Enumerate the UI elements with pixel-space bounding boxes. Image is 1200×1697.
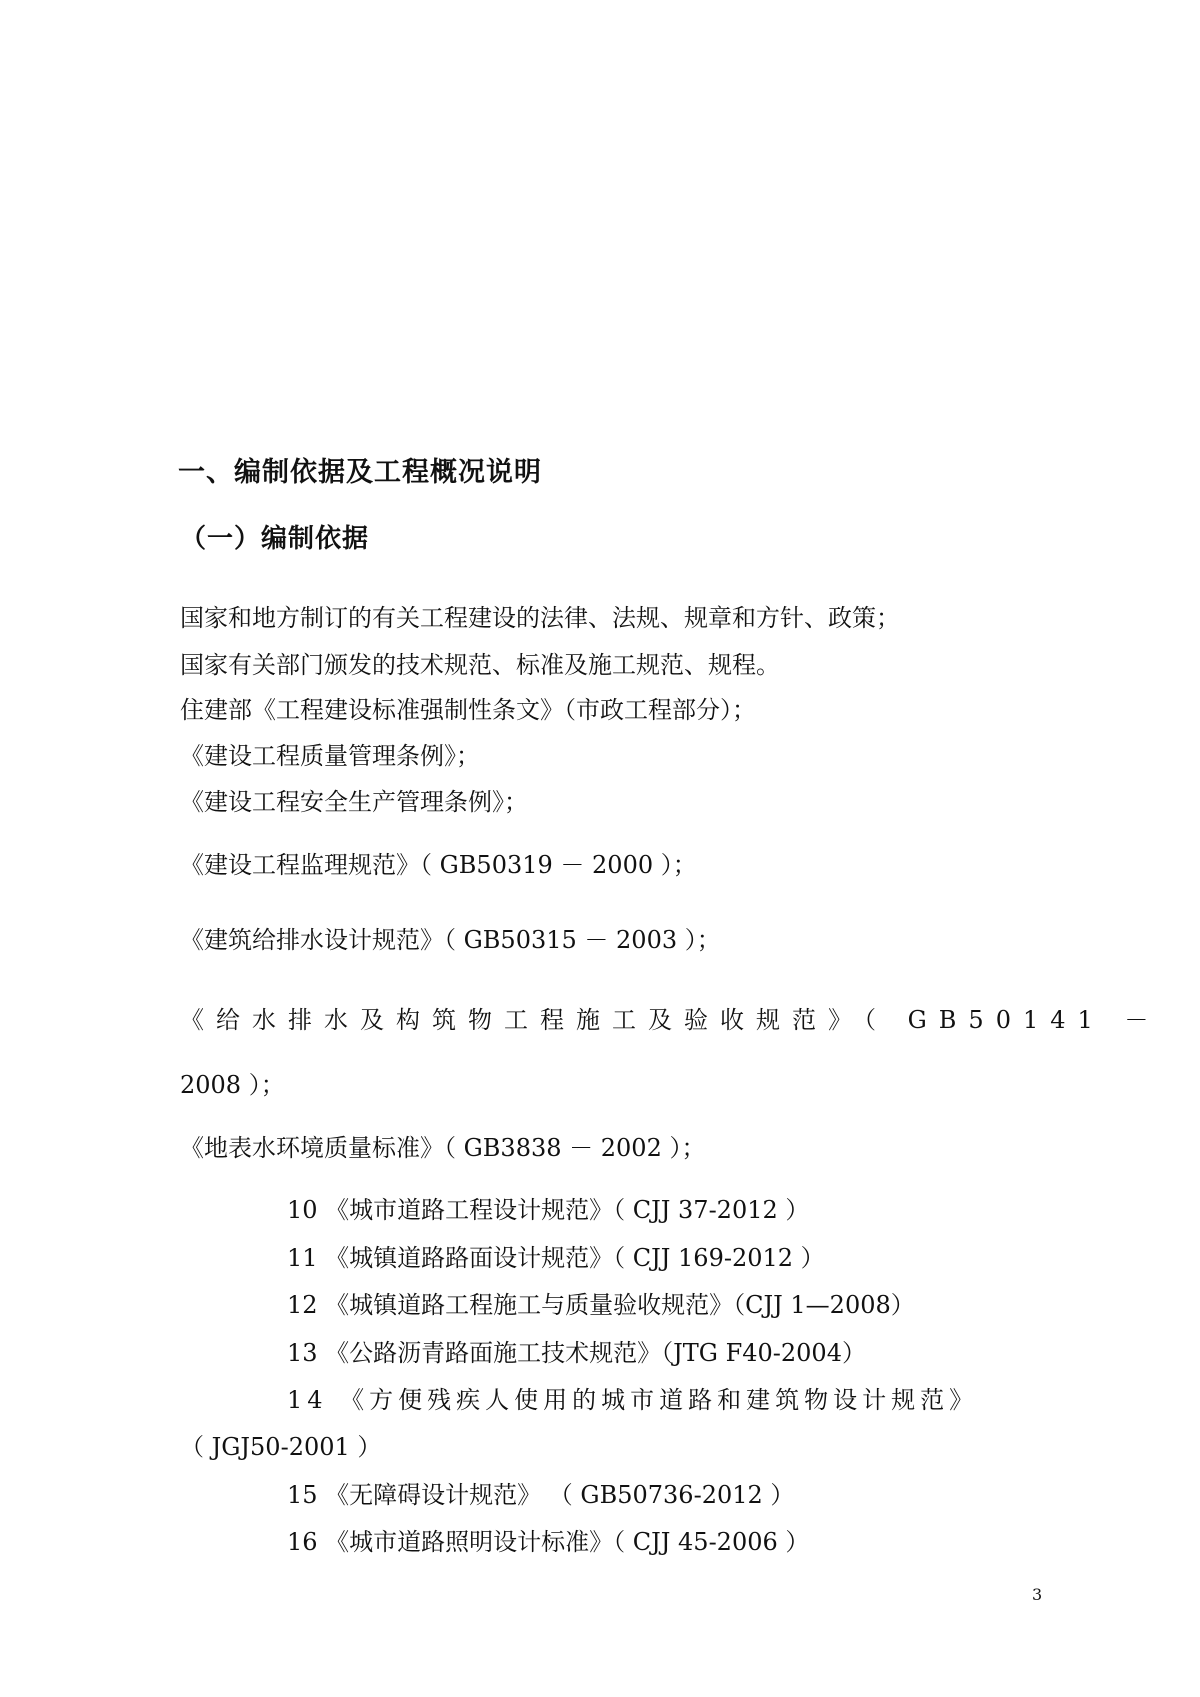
- standard-list-item: 11 《城镇道路路面设计规范》（ CJJ 169-2012 ）: [287, 1244, 825, 1272]
- standard-list-item: 12 《城镇道路工程施工与质量验收规范》（CJJ 1—2008）: [287, 1291, 915, 1319]
- standard-list-item: 13 《公路沥青路面施工技术规范》（JTG F40-2004）: [287, 1339, 866, 1367]
- standard-list-item: 16 《城市道路照明设计标准》（ CJJ 45-2006 ）: [287, 1528, 810, 1556]
- paragraph-line: 国家有关部门颁发的技术规范、标准及施工规范、规程。: [180, 651, 780, 679]
- paragraph-line: 住建部《工程建设标准强制性条文》（市政工程部分）；: [180, 696, 756, 724]
- standard-list-item: 15 《无障碍设计规范》 （ GB50736-2012 ）: [287, 1481, 795, 1509]
- subsection-heading: （一）编制依据: [180, 524, 370, 554]
- page-number: 3: [1032, 1585, 1043, 1604]
- paragraph-line: 《建设工程安全生产管理条例》；: [180, 788, 528, 816]
- paragraph-line: 《建筑给排水设计规范》（ GB50315 － 2003 ）；: [180, 926, 721, 954]
- standard-list-item: 10 《城市道路工程设计规范》（ CJJ 37-2012 ）: [287, 1196, 810, 1224]
- paragraph-line: 《建设工程质量管理条例》；: [180, 742, 480, 770]
- paragraph-line: 《建设工程监理规范》（ GB50319 － 2000 ）；: [180, 851, 697, 879]
- paragraph-line: 《给水排水及构筑物工程施工及验收规范》（ GB50141 －: [180, 1006, 1161, 1034]
- paragraph-line: 《地表水环境质量标准》（ GB3838 － 2002 ）；: [180, 1134, 706, 1162]
- standard-list-item: （ JGJ50-2001 ）: [180, 1433, 382, 1461]
- paragraph-line: 国家和地方制订的有关工程建设的法律、法规、规章和方针、政策；: [180, 604, 900, 632]
- standard-list-item: 14 《方便残疾人使用的城市道路和建筑物设计规范》: [287, 1386, 979, 1414]
- section-heading: 一、编制依据及工程概况说明: [178, 457, 542, 488]
- paragraph-line: 2008 ）；: [180, 1071, 285, 1099]
